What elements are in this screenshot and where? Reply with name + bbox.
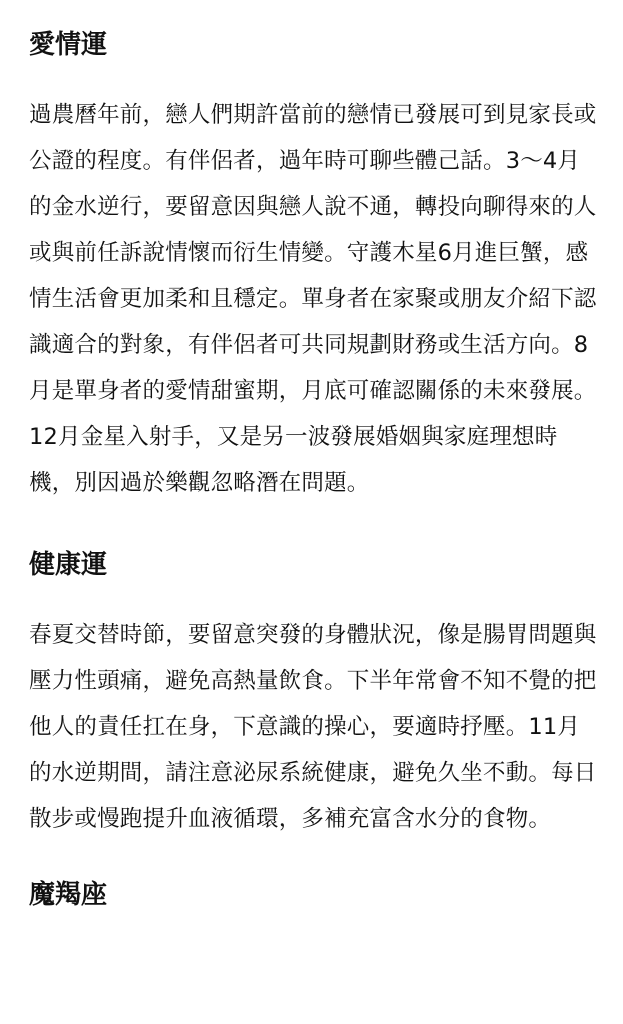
capricorn-section-heading: 魔羯座	[29, 880, 108, 910]
health-fortune-paragraph: 春夏交替時節，要留意突發的身體狀況，像是腸胃問題與壓力性頭痛，避免高熱量飲食。下半年常會不知不覺的把他人的責任扛在身，下意識的操心，要適時抒壓。11月的水逆期間，請注意泌尿系統健康，避免久坐不動。每日散步或慢跑提升血液循環，多補充富含水分的食物。	[29, 622, 597, 832]
love-fortune-heading: 愛情運	[29, 30, 108, 60]
love-fortune-paragraph: 過農曆年前，戀人們期許當前的戀情已發展可到見家長或公證的程度。有伴侶者，過年時可聊些體己話。3～4月的金水逆行，要留意因與戀人說不通，轉投向聊得來的人或與前任訴說情懷而衍生情變。守護木星6月進巨蟹，感情生活會更加柔和且穩定。單身者在家聚或朋友介紹下認識適合的對象，有伴侶者可共同規劃財務或生活方向。8月是單身者的愛情甜蜜期，月底可確認關係的未來發展。12月金星入射手，又是另一波發展婚姻與家庭理想時機，別因過於樂觀忽略潛在問題。	[29, 102, 597, 496]
health-fortune-heading: 健康運	[29, 550, 108, 580]
article-content	[29, 0, 599, 912]
